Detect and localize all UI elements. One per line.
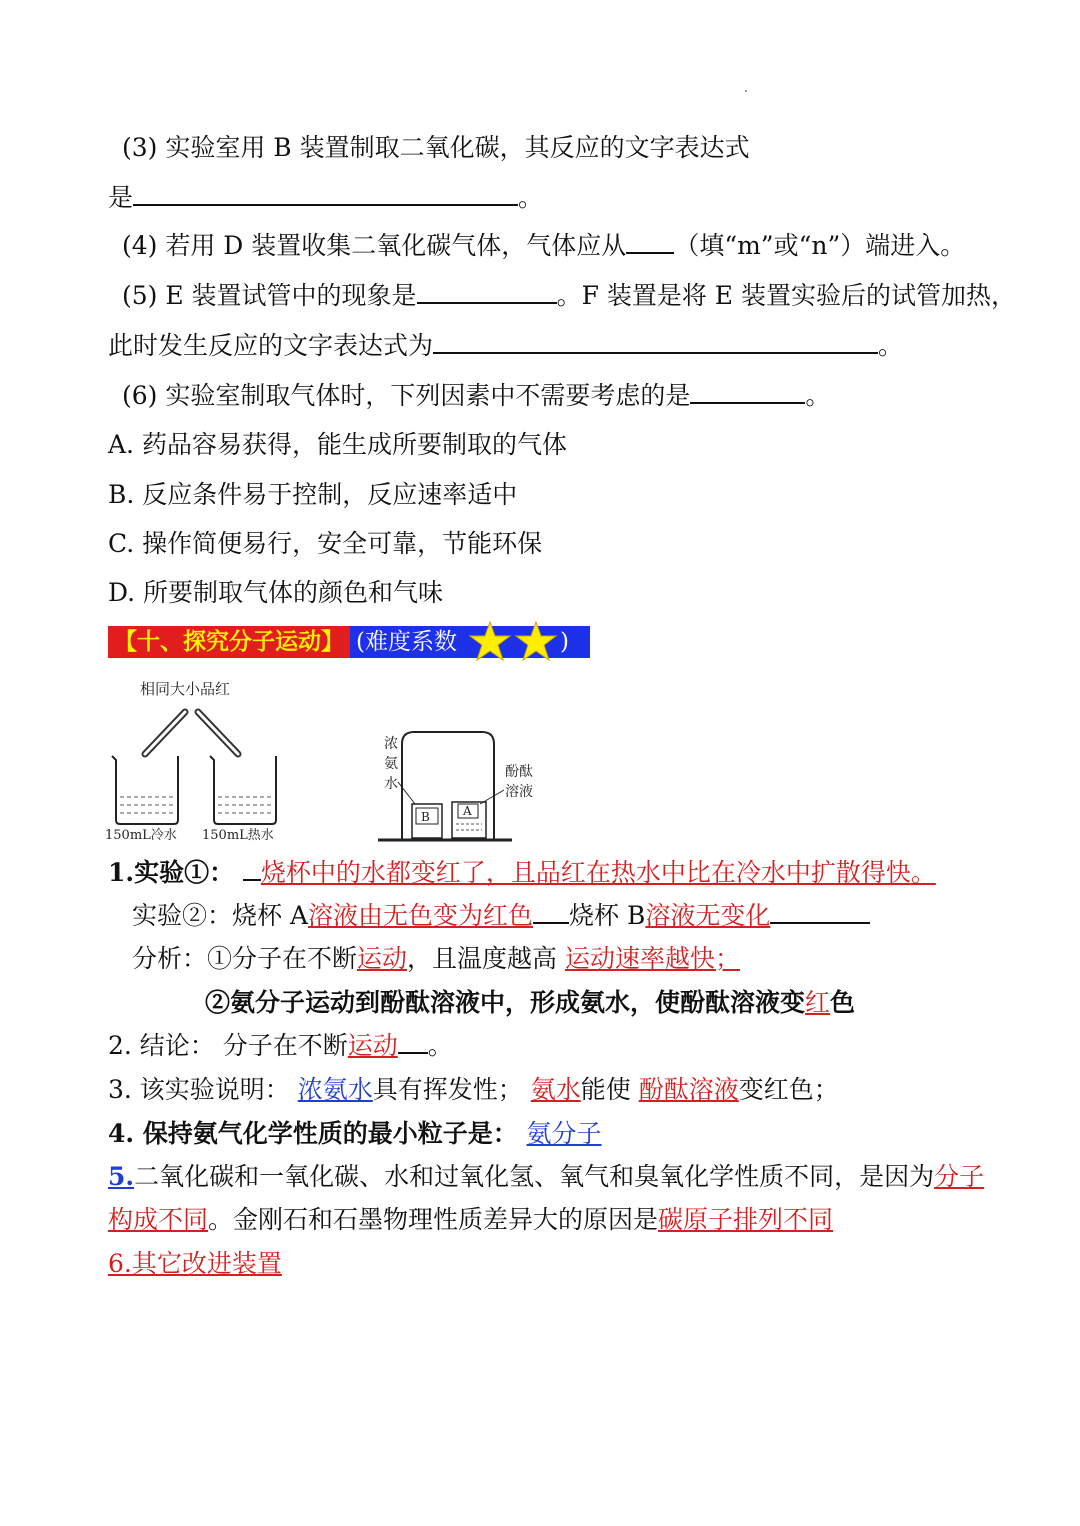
answer-1: 1.实验①： 烧杯中的水都变红了，且品红在热水中比在冷水中扩散得快。 xyxy=(108,858,936,887)
answer-2b-text[interactable]: 溶液无变化 xyxy=(645,901,771,930)
answer-3a-text[interactable]: 运动 xyxy=(357,944,408,973)
label-phenol-2: 溶液 xyxy=(505,784,533,800)
beaker-cold xyxy=(112,756,178,824)
beaker-a-label: A xyxy=(463,804,472,818)
difficulty-label: (难度系数 ) xyxy=(350,626,590,658)
q4-line: (4) 若用 D 装置收集二氧化碳气体，气体应从 （填“m”或“n”）端进入。 xyxy=(122,231,966,260)
q6-line: (6) 实验室制取气体时，下列因素中不需要考虑的是 。 xyxy=(122,381,831,410)
answer-4: ②氨分子运动到酚酞溶液中，形成氨水，使酚酞溶液变红色 xyxy=(205,988,856,1017)
answer-3b-text[interactable]: 运动速率越快 xyxy=(565,944,716,973)
experiment-figure xyxy=(100,672,550,850)
q6-answer-blank[interactable] xyxy=(690,380,805,404)
option-d: D. 所要制取气体的颜色和气味 xyxy=(108,578,444,607)
answer-9 xyxy=(108,1247,282,1281)
answer-7-text[interactable]: 氨分子 xyxy=(526,1119,602,1148)
answer-2: 实验②：烧杯 A溶液由无色变为红色 烧杯 B溶液无变化 xyxy=(132,899,870,933)
beaker-cold-label: 150mL冷水 xyxy=(105,828,177,843)
answer-8b-text[interactable]: 碳原子排列不同 xyxy=(658,1205,834,1234)
beaker-b-label: B xyxy=(421,810,430,824)
answer-5: 2. 结论： 分子在不断运动 。 xyxy=(108,1031,453,1060)
star-icon xyxy=(514,620,558,664)
label-phenol-1: 酚酞 xyxy=(505,764,533,780)
answer-3: 分析：①分子在不断运动，且温度越高 运动速率越快； xyxy=(132,944,741,973)
q4-answer-blank[interactable] xyxy=(626,230,674,254)
answer-6b-text[interactable]: 氨水 xyxy=(530,1075,581,1104)
answer-2a-text[interactable]: 溶液由无色变为红色 xyxy=(308,901,534,930)
figure-label-pinkred: 相同大小品红 xyxy=(140,680,231,698)
section-banner xyxy=(108,626,590,658)
answer-4-text[interactable]: 红 xyxy=(805,988,831,1017)
q5-answer-blank-1[interactable] xyxy=(417,280,557,304)
option-a: A. 药品容易获得，能生成所要制取的气体 xyxy=(108,430,567,459)
q3-line2: 是 。 xyxy=(108,183,544,212)
q3-line1: (3) 实验室用 B 装置制取二氧化碳，其反应的文字表达式 xyxy=(122,133,750,162)
q5-line1: (5) E 装置试管中的现象是 。F 装置是将 E 装置实验后的试管加热， xyxy=(122,281,1016,310)
scan-speck xyxy=(745,90,747,92)
option-b: B. 反应条件易于控制，反应速率适中 xyxy=(108,480,518,509)
section-title: 【十、探究分子运动】 xyxy=(108,626,350,658)
star-icon xyxy=(468,620,512,664)
q5-answer-blank-2[interactable] xyxy=(433,330,878,354)
dropper-right xyxy=(198,712,238,754)
q3-answer-blank[interactable] xyxy=(133,182,518,206)
answer-6c-text[interactable]: 酚酞溶液 xyxy=(638,1075,739,1104)
answer-6a-text[interactable]: 浓氨水 xyxy=(297,1075,373,1104)
label-ammonia-1: 浓 xyxy=(384,736,398,752)
beaker-hot-label: 150mL热水 xyxy=(202,828,274,843)
answer-8a-text[interactable]: 分子 xyxy=(934,1162,985,1191)
label-ammonia-3: 水 xyxy=(384,776,398,792)
option-c: C. 操作简便易行，安全可靠，节能环保 xyxy=(108,529,543,558)
dropper-left xyxy=(145,712,185,754)
answer-6: 3. 该实验说明： 浓氨水具有挥发性； 氨水能使 酚酞溶液变红色； xyxy=(108,1075,839,1104)
q5-line2: 此时发生反应的文字表达式为 。 xyxy=(108,331,904,360)
answer-8-line1: 5.二氧化碳和一氧化碳、水和过氧化氢、氧气和臭氧化学性质不同，是因为分子 xyxy=(108,1162,985,1191)
other-devices-link[interactable]: 6.其它改进装置 xyxy=(108,1249,282,1278)
beaker-hot xyxy=(210,756,276,824)
answer-1-text[interactable]: 烧杯中的水都变红了，且品红在热水中比在冷水中扩散得快 xyxy=(260,858,911,887)
bell-jar xyxy=(378,732,512,840)
label-ammonia-2: 氨 xyxy=(384,756,398,772)
answer-7: 4. 保持氨气化学性质的最小粒子是： 氨分子 xyxy=(108,1119,602,1148)
answer-8-line2: 构成不同。金刚石和石墨物理性质差异大的原因是碳原子排列不同 xyxy=(108,1205,834,1234)
answer-5-text[interactable]: 运动 xyxy=(347,1031,398,1060)
